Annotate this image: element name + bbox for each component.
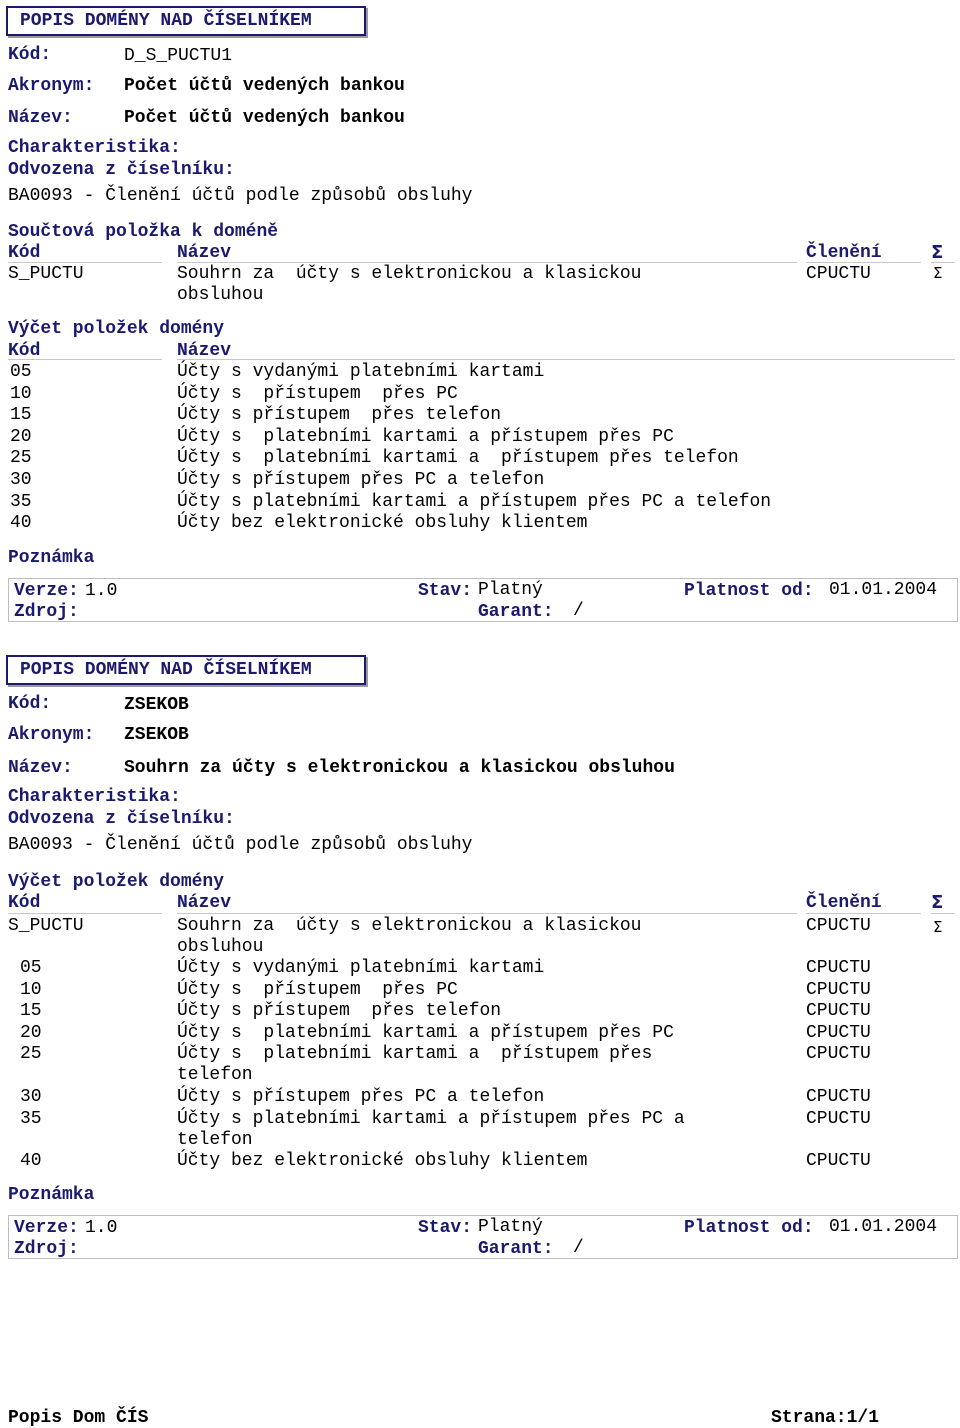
list-item-nazev: Účty s přístupem přes PC bbox=[177, 384, 458, 404]
s1-stav-value: Platný bbox=[478, 580, 543, 600]
s2-col-kod: Kód bbox=[8, 893, 41, 913]
list-item-nazev: Účty s vydanými platebními kartami bbox=[177, 362, 545, 382]
s2-garant-value: / bbox=[573, 1238, 584, 1258]
s2-stav-label: Stav: bbox=[418, 1218, 473, 1238]
s1-garant-label: Garant: bbox=[478, 602, 554, 622]
s2-stav-value: Platný bbox=[478, 1217, 543, 1237]
list-item-kod: 15 bbox=[20, 1001, 42, 1021]
list-item-cleneni: CPUCTU bbox=[806, 1151, 871, 1171]
s1-odvozena-value: BA0093 - Členění účtů podle způsobů obsluhy bbox=[8, 186, 473, 206]
s1-soucet-underline-cleneni bbox=[806, 262, 921, 263]
s1-poznamka-label: Poznámka bbox=[8, 548, 95, 568]
section1-title: POPIS DOMÉNY NAD ČÍSELNÍKEM bbox=[20, 11, 312, 31]
list-item-kod: 35 bbox=[10, 492, 32, 512]
list-item-nazev: Účty s přístupem přes PC a telefon bbox=[177, 470, 545, 490]
list-item-cleneni: CPUCTU bbox=[806, 1023, 871, 1043]
list-item-nazev: Účty s přístupem přes PC a telefon bbox=[177, 1087, 545, 1107]
s1-soucet-sigma: Σ bbox=[933, 264, 943, 282]
s1-verze-value: 1.0 bbox=[85, 581, 118, 601]
list-item-cleneni: CPUCTU bbox=[806, 980, 871, 1000]
page-footer-right: Strana:1/1 bbox=[771, 1408, 880, 1428]
s1-akronym-label: Akronym: bbox=[8, 76, 95, 96]
s1-zdroj-label: Zdroj: bbox=[14, 602, 79, 622]
s1-odvozena-label: Odvozena z číselníku: bbox=[8, 160, 235, 180]
s1-soucet-nazev-1: Souhrn za účty s elektronickou a klasickou bbox=[177, 264, 642, 284]
s1-vycet-title: Výčet položek domény bbox=[8, 319, 225, 339]
section2-title: POPIS DOMÉNY NAD ČÍSELNÍKEM bbox=[20, 660, 312, 680]
list-item-kod: 05 bbox=[10, 362, 32, 382]
s2-underline-kod bbox=[8, 913, 162, 914]
list-item-nazev: Účty s platebními kartami a přístupem přes PC a bbox=[177, 1109, 685, 1129]
s2-col-sigma: Σ bbox=[931, 892, 944, 913]
s2-nazev-value: Souhrn za účty s elektronickou a klasickou obsluhou bbox=[124, 758, 675, 778]
list-item-kod: 05 bbox=[20, 958, 42, 978]
list-item-nazev: Účty s platebními kartami a přístupem přes telefon bbox=[177, 448, 739, 468]
list-item-kod: 10 bbox=[20, 980, 42, 1000]
s1-stav-label: Stav: bbox=[418, 581, 473, 601]
s1-vycet-underline-nazev bbox=[177, 359, 955, 360]
s2-garant-label: Garant: bbox=[478, 1239, 554, 1259]
s1-soucet-col-kod: Kód bbox=[8, 243, 41, 263]
s2-verze-label: Verze: bbox=[14, 1218, 79, 1238]
list-item-kod: 25 bbox=[10, 448, 32, 468]
s2-underline-nazev bbox=[177, 913, 797, 914]
s1-soucet-underline-kod bbox=[8, 262, 162, 263]
s1-vycet-underline-kod bbox=[8, 359, 162, 360]
list-item-nazev: Účty s přístupem přes telefon bbox=[177, 1001, 502, 1021]
list-item-cleneni: CPUCTU bbox=[806, 958, 871, 978]
s2-first-cleneni: CPUCTU bbox=[806, 916, 871, 936]
s2-first-kod: S_PUCTU bbox=[8, 916, 84, 936]
list-item-nazev-cont: telefon bbox=[177, 1065, 253, 1085]
list-item-kod: 35 bbox=[20, 1109, 42, 1129]
s1-platnost-value: 01.01.2004 bbox=[829, 580, 938, 600]
s2-akronym-value: ZSEKOB bbox=[124, 725, 189, 745]
list-item-nazev: Účty s přístupem přes telefon bbox=[177, 405, 502, 425]
page-footer-left: Popis Dom ČÍS bbox=[8, 1408, 149, 1428]
s1-soucet-col-sigma: Σ bbox=[931, 242, 944, 263]
s2-nazev-label: Název: bbox=[8, 758, 73, 778]
s2-kod-label: Kód: bbox=[8, 694, 52, 714]
s2-platnost-value: 01.01.2004 bbox=[829, 1217, 938, 1237]
s2-kod-value: ZSEKOB bbox=[124, 695, 189, 715]
s2-first-sigma: Σ bbox=[933, 918, 943, 936]
s1-nazev-label: Název: bbox=[8, 108, 73, 128]
section2-title-box bbox=[6, 655, 366, 685]
list-item-kod: 40 bbox=[20, 1151, 42, 1171]
section1-title-box bbox=[6, 6, 366, 36]
list-item-nazev: Účty s vydanými platebními kartami bbox=[177, 958, 545, 978]
list-item-nazev: Účty s platebními kartami a přístupem přes PC a telefon bbox=[177, 492, 772, 512]
s1-soucet-title: Součtová položka k doméně bbox=[8, 222, 279, 242]
s1-soucet-kod: S_PUCTU bbox=[8, 264, 84, 284]
s2-vycet-title: Výčet položek domény bbox=[8, 872, 225, 892]
list-item-kod: 20 bbox=[20, 1023, 42, 1043]
list-item-kod: 40 bbox=[10, 513, 32, 533]
list-item-cleneni: CPUCTU bbox=[806, 1109, 871, 1129]
list-item-nazev: Účty bez elektronické obsluhy klientem bbox=[177, 513, 588, 533]
s1-akronym-value: Počet účtů vedených bankou bbox=[124, 76, 405, 96]
list-item-cleneni: CPUCTU bbox=[806, 1087, 871, 1107]
s2-zdroj-label: Zdroj: bbox=[14, 1239, 79, 1259]
s2-col-cleneni: Členění bbox=[806, 893, 882, 913]
s1-soucet-col-nazev: Název bbox=[177, 243, 232, 263]
s1-soucet-nazev-2: obsluhou bbox=[177, 285, 264, 305]
s1-platnost-label: Platnost od: bbox=[684, 581, 814, 601]
list-item-cleneni: CPUCTU bbox=[806, 1001, 871, 1021]
list-item-kod: 10 bbox=[10, 384, 32, 404]
s1-soucet-underline-nazev bbox=[177, 262, 797, 263]
s2-akronym-label: Akronym: bbox=[8, 725, 95, 745]
s1-garant-value: / bbox=[573, 601, 584, 621]
list-item-kod: 30 bbox=[10, 470, 32, 490]
s1-verze-label: Verze: bbox=[14, 581, 79, 601]
list-item-nazev: Účty bez elektronické obsluhy klientem bbox=[177, 1151, 588, 1171]
s1-vycet-col-nazev: Název bbox=[177, 341, 232, 361]
s1-vycet-col-kod: Kód bbox=[8, 341, 41, 361]
list-item-kod: 20 bbox=[10, 427, 32, 447]
s2-first-nazev-2: obsluhou bbox=[177, 937, 264, 957]
s2-poznamka-label: Poznámka bbox=[8, 1185, 95, 1205]
list-item-kod: 25 bbox=[20, 1044, 42, 1064]
s2-odvozena-value: BA0093 - Členění účtů podle způsobů obsluhy bbox=[8, 835, 473, 855]
s2-verze-value: 1.0 bbox=[85, 1218, 118, 1238]
s2-platnost-label: Platnost od: bbox=[684, 1218, 814, 1238]
list-item-nazev-cont: telefon bbox=[177, 1130, 253, 1150]
list-item-nazev: Účty s platebními kartami a přístupem přes PC bbox=[177, 427, 674, 447]
s1-kod-label: Kód: bbox=[8, 45, 52, 65]
s2-first-nazev-1: Souhrn za účty s elektronickou a klasickou bbox=[177, 916, 642, 936]
s1-charakteristika-label: Charakteristika: bbox=[8, 138, 181, 158]
s2-odvozena-label: Odvozena z číselníku: bbox=[8, 809, 235, 829]
s1-nazev-value: Počet účtů vedených bankou bbox=[124, 108, 405, 128]
list-item-nazev: Účty s přístupem přes PC bbox=[177, 980, 458, 1000]
s1-soucet-underline-sigma bbox=[931, 262, 955, 263]
s2-underline-sigma bbox=[931, 913, 955, 914]
s2-underline-cleneni bbox=[806, 913, 921, 914]
list-item-kod: 30 bbox=[20, 1087, 42, 1107]
s2-col-nazev: Název bbox=[177, 893, 232, 913]
s2-charakteristika-label: Charakteristika: bbox=[8, 787, 181, 807]
s1-kod-value: D_S_PUCTU1 bbox=[124, 46, 233, 66]
list-item-kod: 15 bbox=[10, 405, 32, 425]
s1-soucet-col-cleneni: Členění bbox=[806, 243, 882, 263]
list-item-nazev: Účty s platebními kartami a přístupem přes bbox=[177, 1044, 653, 1064]
s1-soucet-cleneni: CPUCTU bbox=[806, 264, 871, 284]
list-item-cleneni: CPUCTU bbox=[806, 1044, 871, 1064]
list-item-nazev: Účty s platebními kartami a přístupem přes PC bbox=[177, 1023, 674, 1043]
